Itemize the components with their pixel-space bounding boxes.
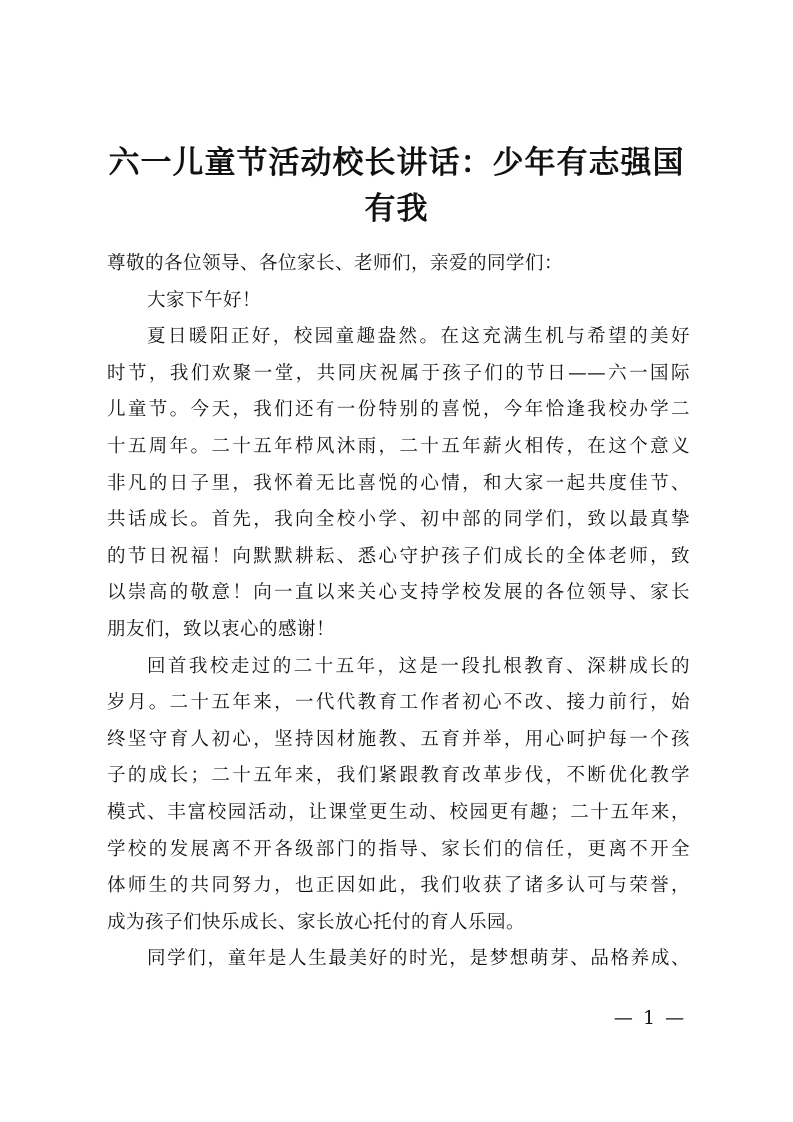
title-line-1: 六一儿童节活动校长讲话：少年有志强国 — [108, 145, 685, 181]
paragraph-line: 终坚守育人初心，坚持因材施教、五育并举，用心呵护每一个孩 — [107, 728, 690, 750]
paragraph-line: 模式、丰富校园活动，让课堂更生动、校园更有趣；二十五年来， — [107, 801, 690, 823]
paragraph-line: 学校的发展离不开各级部门的指导、家长们的信任，更离不开全 — [107, 838, 690, 860]
paragraph-line: 儿童节。今天，我们还有一份特别的喜悦，今年恰逢我校办学二 — [107, 399, 690, 421]
salutation-line: 尊敬的各位领导、各位家长、老师们，亲爱的同学们： — [107, 253, 564, 274]
paragraph-line: 子的成长；二十五年来，我们紧跟教育改革步伐，不断优化教学 — [107, 765, 690, 787]
paragraph-line: 以崇高的敬意！向一直以来关心支持学校发展的各位领导、家长 — [107, 582, 690, 604]
page-number: — 1 — — [613, 1007, 687, 1029]
paragraph-line: 同学们，童年是人生最美好的时光，是梦想萌芽、品格养成、 — [147, 948, 690, 970]
paragraph-line: 岁月。二十五年来，一代代教育工作者初心不改、接力前行，始 — [107, 692, 690, 714]
paragraph-line: 体师生的共同努力，也正因如此，我们收获了诸多认可与荣誉， — [107, 875, 690, 897]
paragraph-line: 非凡的日子里，我怀着无比喜悦的心情，和大家一起共度佳节、 — [107, 472, 690, 494]
paragraph-line: 夏日暖阳正好，校园童趣盎然。在这充满生机与希望的美好 — [147, 326, 690, 348]
greeting-line: 大家下午好！ — [147, 289, 262, 311]
title-line-2: 有我 — [364, 191, 429, 227]
paragraph-line: 的节日祝福！向默默耕耘、悉心守护孩子们成长的全体老师，致 — [107, 545, 690, 567]
paragraph-line: 朋友们，致以衷心的感谢！ — [107, 618, 336, 640]
paragraph-line: 时节，我们欢聚一堂，共同庆祝属于孩子们的节日——六一国际 — [107, 362, 690, 384]
paragraph-line: 共话成长。首先，我向全校小学、初中部的同学们，致以最真挚 — [107, 509, 690, 531]
paragraph-line: 回首我校走过的二十五年，这是一段扎根教育、深耕成长的 — [147, 655, 690, 677]
document-title — [90, 140, 703, 232]
paragraph-line: 成为孩子们快乐成长、家长放心托付的育人乐园。 — [107, 911, 526, 933]
document-body — [107, 246, 690, 978]
paragraph-line: 十五周年。二十五年栉风沐雨，二十五年薪火相传，在这个意义 — [107, 435, 690, 457]
